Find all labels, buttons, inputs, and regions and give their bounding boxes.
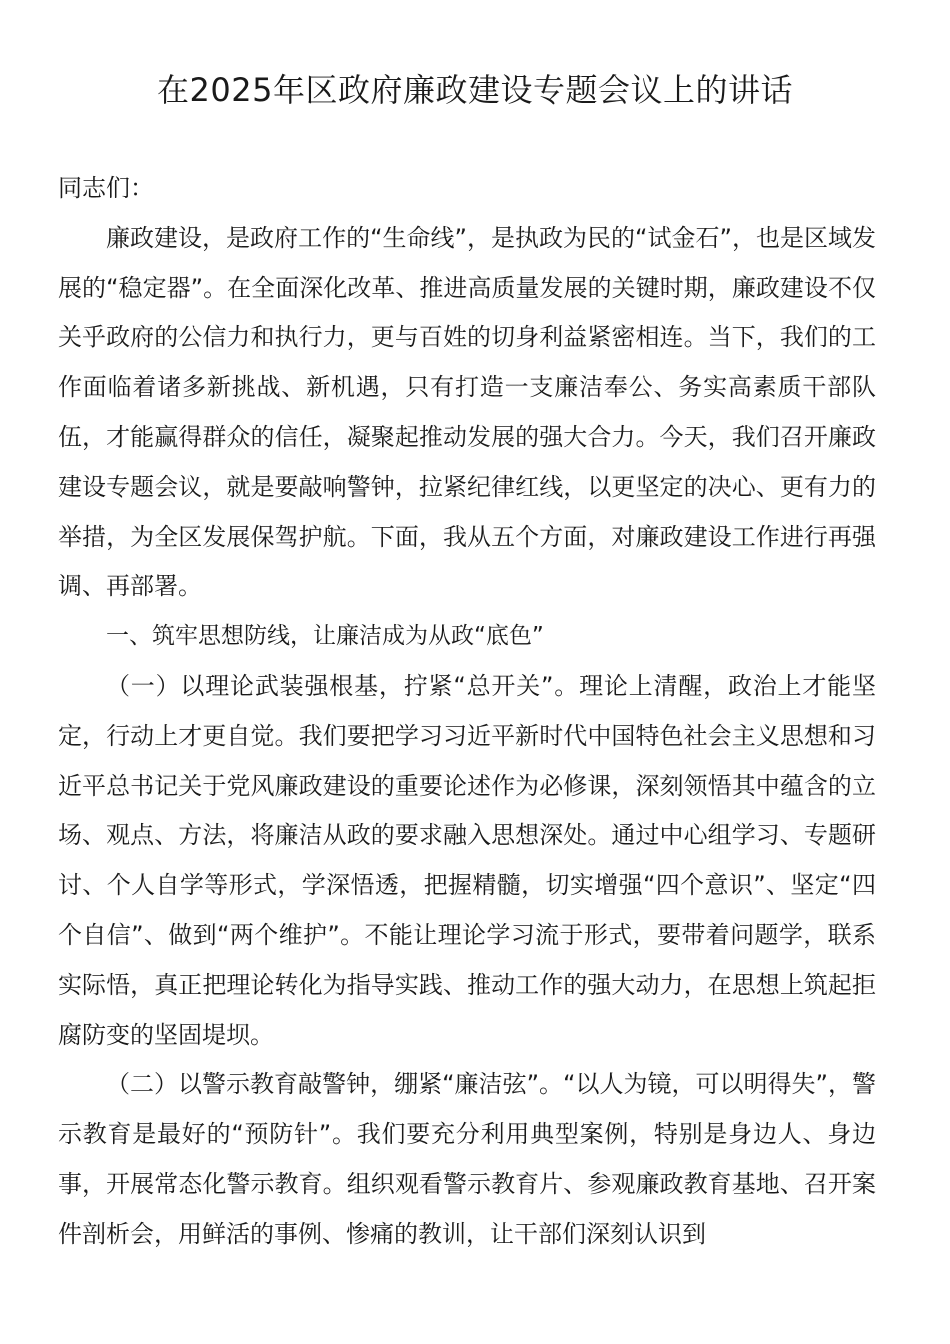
document-title: 在2025年区政府廉政建设专题会议上的讲话: [157, 71, 793, 109]
salutation: 同志们：: [58, 174, 154, 202]
paragraph-subsection-1: （一）以理论武装强根基，拧紧“总开关”。理论上清醒，政治上才能坚定，行动上才更自觉。我们要把学习习近平新时代中国特色社会主义思想和习近平总书记关于党风廉政建设的重要论述作为必修课，深刻领悟其中蕴含的立场、观点、方法，将廉洁从政的要求融入思想深处。通过中心组学习、专题研讨、个人自学等形式，学深悟透，把握精髓，切实增强“四个意识”、坚定“四个自信”、做到“两个维护”。不能让理论学习流于形式，要带着问题学，联系实际悟，真正把理论转化为指导实践、推动工作的强大动力，在思想上筑起拒腐防变的坚固堤坝。: [58, 671, 876, 1049]
document-body: [58, 164, 876, 1260]
section-heading-1: 一、筑牢思想防线，让廉洁成为从政“底色”: [106, 623, 544, 650]
paragraph-subsection-2: （二）以警示教育敲警钟，绷紧“廉洁弦”。“以人为镜，可以明得失”，警示教育是最好的“预防针”。我们要充分利用典型案例，特别是身边人、身边事，开展常态化警示教育。组织观看警示教育片、参观廉政教育基地、召开案件剖析会，用鲜活的事例、惨痛的教训，让干部们深刻认识到: [58, 1070, 876, 1248]
paragraph-intro: 廉政建设，是政府工作的“生命线”，是执政为民的“试金石”，也是区域发展的“稳定器”。在全面深化改革、推进高质量发展的关键时期，廉政建设不仅关乎政府的公信力和执行力，更与百姓的切身利益紧密相连。当下，我们的工作面临着诸多新挑战、新机遇，只有打造一支廉洁奉公、务实高素质干部队伍，才能赢得群众的信任，凝聚起推动发展的强大合力。今天，我们召开廉政建设专题会议，就是要敲响警钟，拉紧纪律红线，以更坚定的决心、更有力的举措，为全区发展保驾护航。下面，我从五个方面，对廉政建设工作进行再强调、再部署。: [58, 223, 876, 601]
